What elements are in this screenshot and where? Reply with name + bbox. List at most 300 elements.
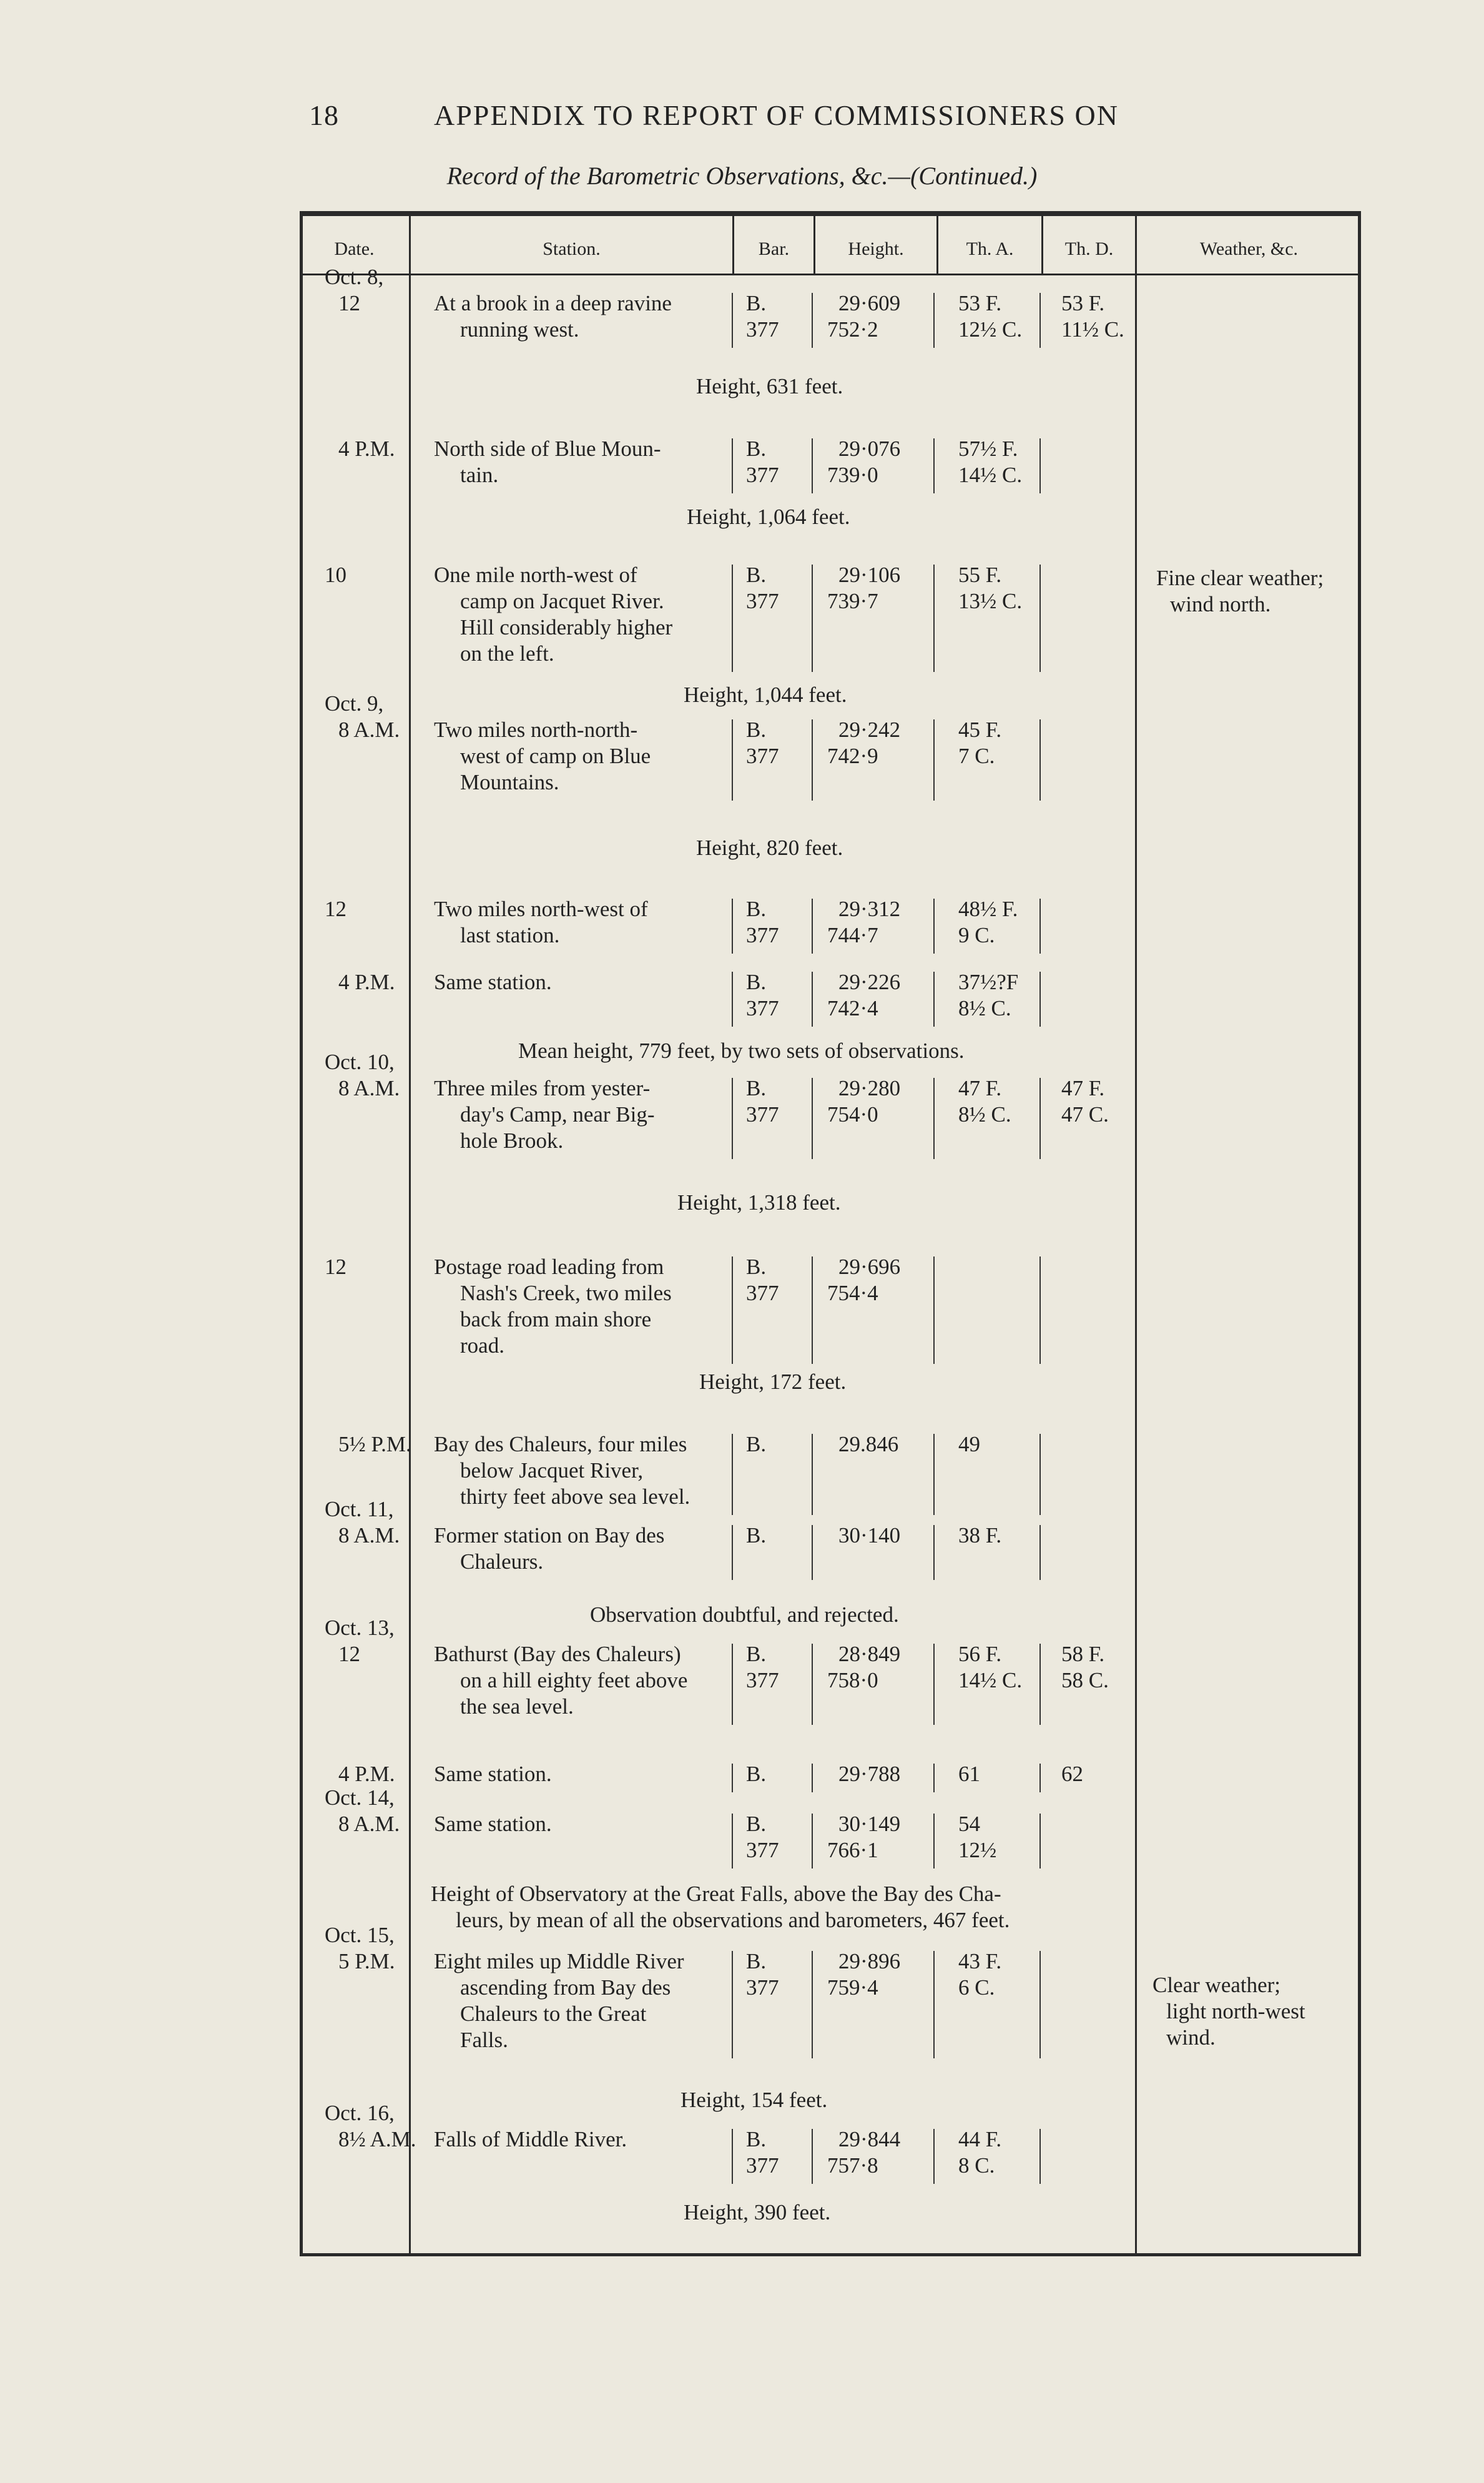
column-separator (812, 1951, 813, 2058)
entry-date (325, 1254, 346, 1280)
summary-line: leurs, by mean of all the observations and barometers, 467 feet. (456, 1908, 1010, 1932)
date-line: 8 A.M. (338, 1076, 400, 1100)
entry-th-d (1061, 290, 1124, 343)
column-separator (812, 1078, 813, 1159)
column-separator (1039, 719, 1041, 801)
entry-height (827, 717, 900, 769)
column-separator (1039, 972, 1041, 1027)
station-line: Three miles from yester- (434, 1076, 651, 1100)
page-number: 18 (309, 99, 339, 131)
entry-height (827, 290, 900, 343)
entry-th-d (1061, 1075, 1109, 1128)
entry-th-a (958, 1641, 1022, 1694)
th-d-value: 58 C. (1061, 1668, 1109, 1692)
station-line: Same station. (434, 1762, 552, 1786)
column-separator (732, 1078, 733, 1159)
bar-value: 377 (746, 1102, 779, 1127)
weather-line: wind north. (1170, 592, 1271, 616)
station-line: below Jacquet River, (460, 1458, 644, 1483)
station-line: running west. (460, 317, 579, 342)
entry-station (434, 1811, 724, 1837)
height-summary: Height, 154 feet. (681, 2088, 828, 2112)
weather-line: Clear weather; (1152, 1973, 1281, 1997)
col-date: Date. (334, 239, 375, 259)
column-separator (933, 1434, 935, 1515)
height-summary: Observation doubtful, and rejected. (590, 1602, 899, 1627)
height-summary: Height, 390 feet. (684, 2200, 831, 2224)
date-line: Oct. 11, (325, 1497, 394, 1521)
entry-height (827, 1761, 900, 1787)
station-line: At a brook in a deep ravine (434, 291, 672, 315)
th-a-value: 13½ C. (958, 589, 1023, 613)
height-summary: Height, 820 feet. (696, 836, 843, 860)
entry-bar (746, 969, 779, 1022)
weather-line: Fine clear weather; (1156, 566, 1324, 590)
bar-value: 377 (746, 317, 779, 342)
date-line: 12 (338, 1642, 360, 1666)
bar-value: 377 (746, 1975, 779, 2000)
th-d-value: 58 F. (1061, 1642, 1105, 1666)
column-separator (1039, 1814, 1041, 1868)
entry-station (434, 290, 724, 343)
bar-value: 377 (746, 1668, 779, 1692)
th-a-value: 8 C. (958, 2153, 995, 2178)
height-value: 29·242 (838, 718, 901, 742)
date-column-rule (409, 211, 411, 2256)
column-separator (933, 1814, 935, 1868)
column-separator (812, 1764, 813, 1792)
entry-th-a (958, 2126, 1001, 2179)
th-a-value: 54 (958, 1812, 980, 1836)
station-line: the sea level. (460, 1694, 574, 1719)
running-title: APPENDIX TO REPORT OF COMMISSIONERS ON (434, 99, 1119, 131)
height-value: 29.846 (838, 1432, 899, 1456)
column-separator (933, 1644, 935, 1725)
station-line: on a hill eighty feet above (460, 1668, 688, 1692)
header-rule (300, 274, 1361, 275)
weather-column-rule (1135, 211, 1137, 2256)
column-separator (933, 1764, 935, 1792)
th-a-value: 44 F. (958, 2127, 1002, 2151)
th-d-value: 47 C. (1061, 1102, 1109, 1127)
station-line: thirty feet above sea level. (460, 1484, 690, 1509)
entry-th-a (958, 1431, 980, 1458)
entry-th-a (958, 562, 1022, 615)
entry-height (827, 436, 900, 488)
station-line: Same station. (434, 1812, 552, 1836)
station-line: west of camp on Blue (460, 744, 651, 768)
column-separator (812, 972, 813, 1027)
column-separator (812, 899, 813, 954)
col-bar: Bar. (758, 239, 790, 259)
date-line: 12 (338, 291, 360, 315)
entry-bar (746, 2126, 779, 2179)
column-separator (732, 438, 733, 493)
top-rule (300, 214, 1361, 216)
height-value: 29·280 (838, 1076, 901, 1100)
th-d-value: 11½ C. (1061, 317, 1124, 342)
entry-bar (746, 1811, 779, 1863)
station-line: hole Brook. (460, 1128, 564, 1153)
column-separator (732, 972, 733, 1027)
height-value: 29·076 (838, 437, 901, 461)
entry-bar (746, 1075, 779, 1128)
bar-value: 377 (746, 1281, 779, 1305)
th-a-value: 6 C. (958, 1975, 995, 2000)
station-line: Nash's Creek, two miles (460, 1281, 672, 1305)
date-line: Oct. 10, (325, 1050, 395, 1074)
column-separator (732, 1951, 733, 2058)
height-value: 752·2 (827, 317, 878, 342)
column-separator (933, 719, 935, 801)
th-a-value: 55 F. (958, 563, 1002, 587)
entry-date (325, 1496, 400, 1549)
station-line: Bathurst (Bay des Chaleurs) (434, 1642, 681, 1666)
entry-bar (746, 290, 779, 343)
station-line: on the left. (460, 641, 554, 666)
height-value: 754·0 (827, 1102, 878, 1127)
column-separator (732, 1525, 733, 1580)
column-separator (732, 2129, 733, 2184)
column-separator (1039, 1078, 1041, 1159)
date-line: Oct. 15, (325, 1923, 395, 1947)
entry-th-a (958, 717, 1001, 769)
entry-date (325, 264, 383, 317)
station-line: Chaleurs to the Great (460, 2002, 647, 2026)
date-line: 8 A.M. (338, 718, 400, 742)
entry-date (325, 1922, 395, 1975)
entry-station (434, 2126, 724, 2153)
height-value: 30·140 (838, 1523, 901, 1548)
station-line: Hill considerably higher (460, 615, 673, 639)
entry-date (325, 1049, 400, 1102)
bar-value: B. (746, 1076, 767, 1100)
column-separator (732, 1256, 733, 1364)
date-line: 8 A.M. (338, 1523, 400, 1548)
column-separator (732, 1764, 733, 1792)
bar-value: B. (746, 970, 767, 994)
th-a-value: 38 F. (958, 1523, 1002, 1548)
height-value: 757·8 (827, 2153, 878, 2178)
bar-value: B. (746, 1762, 767, 1786)
column-separator (1039, 1951, 1041, 2058)
column-separator (812, 1256, 813, 1364)
entry-station (434, 1254, 724, 1359)
th-a-value: 8½ C. (958, 996, 1011, 1020)
column-separator (933, 438, 935, 493)
date-line: 4 P.M. (338, 1762, 395, 1786)
entry-bar (746, 1948, 779, 2001)
height-value: 30·149 (838, 1812, 901, 1836)
height-summary: Height, 1,044 feet. (684, 683, 847, 707)
column-separator (1039, 1644, 1041, 1725)
col-weather: Weather, &c. (1199, 239, 1299, 259)
entry-station (434, 1761, 724, 1787)
bar-value: 377 (746, 996, 779, 1020)
entry-th-d (1061, 1761, 1083, 1787)
column-separator (933, 1078, 935, 1159)
th-a-value: 12½ C. (958, 317, 1023, 342)
entry-th-a (958, 969, 1018, 1022)
bar-value: B. (746, 1523, 767, 1548)
th-a-value: 14½ C. (958, 463, 1023, 487)
entry-height (827, 969, 900, 1022)
column-separator (933, 899, 935, 954)
th-a-value: 45 F. (958, 718, 1002, 742)
entry-station (434, 436, 724, 488)
entry-th-a (958, 290, 1022, 343)
entry-th-a (958, 1761, 980, 1787)
date-line: 8½ A.M. (338, 2127, 416, 2151)
height-value: 29·788 (838, 1762, 901, 1786)
column-separator (812, 1814, 813, 1868)
date-line: Oct. 8, (325, 265, 384, 289)
column-separator (933, 2129, 935, 2184)
entry-date (325, 1431, 411, 1458)
bar-value: B. (746, 437, 767, 461)
entry-bar (746, 1641, 779, 1694)
entry-date (325, 562, 346, 588)
th-a-value: 8½ C. (958, 1102, 1011, 1127)
entry-bar (746, 1761, 766, 1787)
station-line: North side of Blue Moun- (434, 437, 661, 461)
entry-date (325, 691, 400, 743)
entry-height (827, 2126, 900, 2179)
col-th-a: Th. A. (966, 239, 1014, 259)
entry-th-a (958, 436, 1022, 488)
column-separator (812, 2129, 813, 2184)
column-separator (812, 1434, 813, 1515)
height-summary: Height, 1,318 feet. (677, 1190, 841, 1215)
height-value: 742·9 (827, 744, 878, 768)
station-line: Chaleurs. (460, 1549, 544, 1574)
station-line: day's Camp, near Big- (460, 1102, 655, 1127)
entry-height (827, 1523, 900, 1549)
date-line: 12 (325, 1255, 346, 1279)
entry-date (325, 1761, 395, 1787)
th-a-value: 48½ F. (958, 897, 1018, 921)
th-a-value: 53 F. (958, 291, 1002, 315)
th-d-value: 53 F. (1061, 291, 1105, 315)
column-separator (1039, 565, 1041, 672)
station-line: last station. (460, 923, 560, 947)
bar-value: 377 (746, 923, 779, 947)
height-value: 29·106 (838, 563, 901, 587)
height-value: 739·7 (827, 589, 878, 613)
station-line: camp on Jacquet River. (460, 589, 664, 613)
bar-value: B. (746, 563, 767, 587)
column-separator (812, 1644, 813, 1725)
entry-station (434, 1523, 724, 1575)
date-line: 4 P.M. (338, 970, 395, 994)
station-line: Two miles north-west of (434, 897, 648, 921)
height-value: 759·4 (827, 1975, 878, 2000)
column-separator (732, 719, 733, 801)
entry-th-a (958, 1948, 1001, 2001)
entry-th-a (958, 896, 1018, 949)
date-line: Oct. 9, (325, 691, 384, 716)
entry-bar (746, 717, 779, 769)
th-a-value: 9 C. (958, 923, 995, 947)
entry-bar (746, 1523, 766, 1549)
date-line: Oct. 14, (325, 1785, 395, 1810)
th-a-value: 43 F. (958, 1949, 1002, 1973)
bar-value: 377 (746, 589, 779, 613)
entry-bar (746, 436, 779, 488)
date-line: Oct. 13, (325, 1616, 395, 1640)
column-separator (1039, 1434, 1041, 1515)
entry-th-a (958, 1811, 996, 1863)
col-th-d: Th. D. (1064, 239, 1114, 259)
entry-height (827, 1641, 900, 1694)
weather-note (1152, 1972, 1305, 2051)
station-line: Mountains. (460, 770, 559, 794)
height-summary: Height, 631 feet. (696, 374, 843, 398)
entry-station (434, 896, 724, 949)
station-line: tain. (460, 463, 499, 487)
station-line: Eight miles up Middle River (434, 1949, 684, 1973)
station-line: back from main shore (460, 1307, 652, 1331)
th-a-value: 49 (958, 1432, 980, 1456)
summary-line: Height of Observatory at the Great Falls, above the Bay des Cha- (431, 1882, 1001, 1906)
station-line: Postage road leading from (434, 1255, 664, 1279)
col-height: Height. (848, 239, 904, 259)
entry-height (827, 562, 900, 615)
entry-bar (746, 896, 779, 949)
height-value: 29·844 (838, 2127, 901, 2151)
column-separator (812, 293, 813, 348)
height-value: 29·226 (838, 970, 901, 994)
height-value: 28·849 (838, 1642, 901, 1666)
th-a-value: 7 C. (958, 744, 995, 768)
column-separator (1039, 1256, 1041, 1364)
column-separator (812, 1525, 813, 1580)
entry-height (827, 1254, 900, 1306)
height-value: 29·696 (838, 1255, 901, 1279)
column-separator (933, 565, 935, 672)
column-separator (1039, 438, 1041, 493)
height-value: 766·1 (827, 1838, 878, 1862)
entry-th-a (958, 1075, 1011, 1128)
date-line: 4 P.M. (338, 437, 395, 461)
entry-bar (746, 562, 779, 615)
bar-value: B. (746, 291, 767, 315)
th-a-value: 57½ F. (958, 437, 1018, 461)
date-line: 10 (325, 563, 346, 587)
height-summary: Mean height, 779 feet, by two sets of observations. (518, 1039, 965, 1063)
height-value: 758·0 (827, 1668, 878, 1692)
column-separator (1039, 899, 1041, 954)
bar-value: B. (746, 1642, 767, 1666)
th-a-value: 37½?F (958, 970, 1019, 994)
station-line: Same station. (434, 970, 552, 994)
th-a-value: 47 F. (958, 1076, 1002, 1100)
bar-value: B. (746, 1812, 767, 1836)
bar-value: B. (746, 2127, 767, 2151)
entry-station (434, 1948, 724, 2053)
entry-station (434, 969, 724, 995)
bar-value: 377 (746, 1838, 779, 1862)
column-separator (812, 719, 813, 801)
height-value: 29·312 (838, 897, 901, 921)
th-a-value: 14½ C. (958, 1668, 1023, 1692)
bar-value: B. (746, 718, 767, 742)
entry-bar (746, 1431, 766, 1458)
entry-bar (746, 1254, 779, 1306)
column-separator (812, 565, 813, 672)
bar-value: B. (746, 1949, 767, 1973)
bar-value: B. (746, 897, 767, 921)
weather-line: light north-west (1166, 1999, 1305, 2023)
bar-value: 377 (746, 463, 779, 487)
th-d-value: 62 (1061, 1762, 1083, 1786)
date-line: 5 P.M. (338, 1949, 395, 1973)
station-line: road. (460, 1333, 504, 1358)
column-separator (1039, 293, 1041, 348)
th-a-value: 56 F. (958, 1642, 1002, 1666)
column-separator (732, 1814, 733, 1868)
height-value: 754·4 (827, 1281, 878, 1305)
entry-station (434, 1641, 724, 1720)
height-summary: Height, 172 feet. (699, 1370, 847, 1394)
height-value: 739·0 (827, 463, 878, 487)
column-separator (732, 1434, 733, 1515)
entry-station (434, 1075, 724, 1154)
entry-height (827, 1431, 898, 1458)
entry-date (325, 436, 395, 462)
entry-date (325, 1615, 395, 1667)
entry-height (827, 1948, 900, 2001)
entry-height (827, 896, 900, 949)
weather-line: wind. (1166, 2025, 1216, 2050)
column-separator (933, 1256, 935, 1364)
station-line: Bay des Chaleurs, four miles (434, 1432, 687, 1456)
entry-date (325, 969, 395, 995)
bar-value: 377 (746, 744, 779, 768)
th-a-value: 12½ (958, 1838, 997, 1862)
entry-height (827, 1811, 900, 1863)
column-separator (732, 899, 733, 954)
bar-value: B. (746, 1255, 767, 1279)
date-line: Oct. 16, (325, 2101, 395, 2125)
height-summary: Height, 1,064 feet. (687, 505, 850, 529)
column-separator (812, 438, 813, 493)
date-line: 5½ P.M. (338, 1432, 411, 1456)
entry-date (325, 1785, 400, 1837)
station-line: Former station on Bay des (434, 1523, 665, 1548)
column-separator (1039, 1764, 1041, 1792)
entry-th-a (958, 1523, 1001, 1549)
entry-date (325, 896, 346, 922)
column-separator (933, 1525, 935, 1580)
height-value: 29·896 (838, 1949, 901, 1973)
column-separator (732, 565, 733, 672)
column-separator (1039, 1525, 1041, 1580)
column-separator (732, 1644, 733, 1725)
date-line: 8 A.M. (338, 1812, 400, 1836)
height-value: 29·609 (838, 291, 901, 315)
height-summary (431, 1881, 1010, 1933)
entry-th-d (1061, 1641, 1109, 1694)
height-value: 742·4 (827, 996, 878, 1020)
th-d-value: 47 F. (1061, 1076, 1105, 1100)
bar-value: B. (746, 1432, 767, 1456)
entry-station (434, 1431, 724, 1510)
column-separator (933, 293, 935, 348)
station-line: Falls of Middle River. (434, 2127, 627, 2151)
entry-height (827, 1075, 900, 1128)
date-line: 12 (325, 897, 346, 921)
